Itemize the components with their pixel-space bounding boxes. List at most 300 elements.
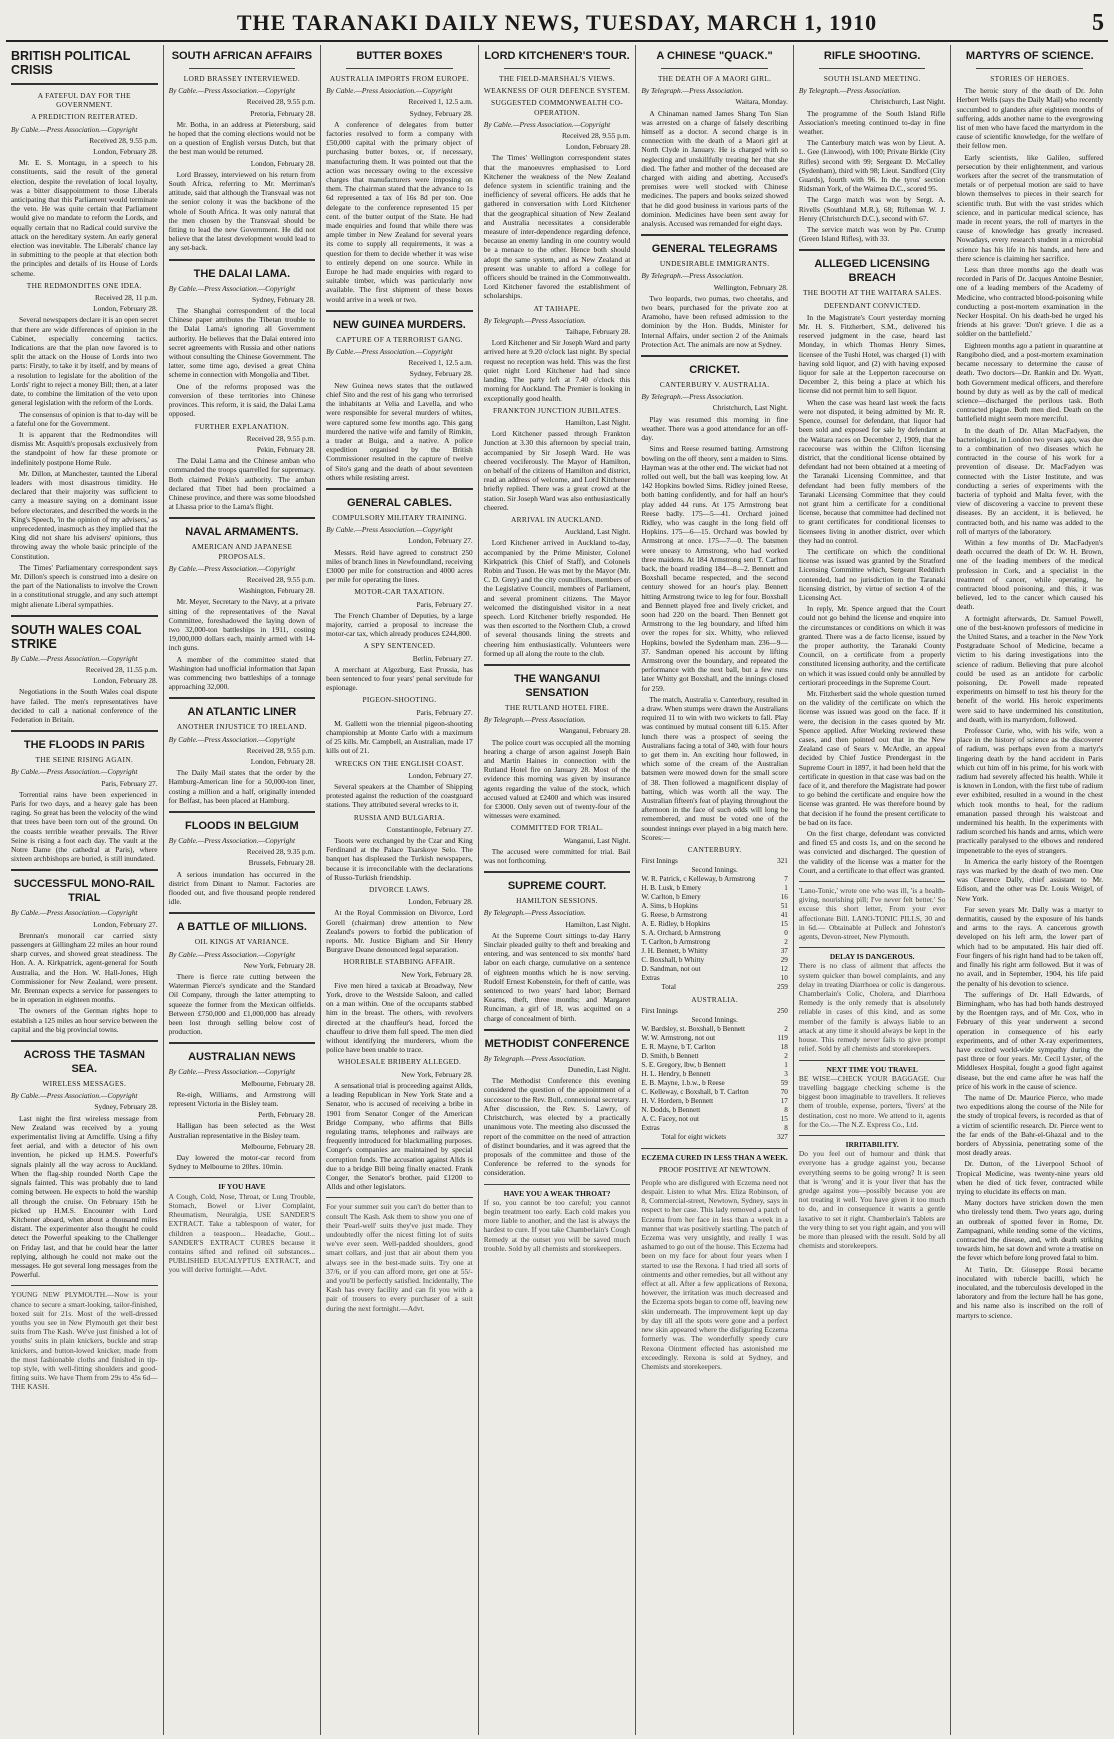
subheading: HAMILTON SESSIONS. <box>516 896 598 906</box>
headline: SUPREME COURT. <box>507 880 607 893</box>
paragraph: Several newspapers declare it is an open secret that there are wide differences of opinion in the Cabinet, especially concerning tactics. Indications are that the plan now favored is to split the attack on the House of Lords into two parts: Firstly, to take it by itself, and by means of a resolution to legislate for the abolition of the Lords' right to reject a money Bill; then, at a later date, to combine the limitation of the veto upon general legislation with the reform of the Lords. <box>11 315 158 408</box>
scorecard-heading: CANTERBURY. <box>687 845 742 855</box>
table-row <box>641 956 788 965</box>
paragraph: At Turin, Dr. Giuseppe Rossi became inoculated with tubercle bacilli, which he inoculated, and the tuberculosis developed in the laboratory and from the lecture hall he has gone, and his name also is inscribed on the roll of martyrs to science. <box>956 1264 1104 1320</box>
subheading: FRANKTON JUNCTION JUBILATES. <box>493 405 621 415</box>
subheading: MOTOR-CAR TAXATION. <box>354 587 445 597</box>
headline: BUTTER BOXES <box>356 50 443 62</box>
paragraph: In the death of Dr. Allan MacFadyen, the bacteriologist, in London two years ago, was due to a combination of two diseases which he contracted in the course of his work for a prevention of disease. Dr. MacFadyen was connected with the Lister Institute, and was conducting a series of experiments with the bacteria of typhoid and Malta fever, with the view of discovering a vaccine to prevent these diseases. By an accident, it is believed, he contracted both, and his name was added to the roll of martyrs of the laboratory. <box>956 425 1104 536</box>
advertisement-text: If so, you cannot be too careful; you cannot begin treatment too early. Each cold makes you more liable to another, and the last is always the hardest to cure. If you take Chamberlain's Cough Remedy at the outset you will be saved much trouble. Sold by all chemists and storekeepers. <box>483 1197 631 1253</box>
innings-label: First Innings <box>641 1007 678 1016</box>
columns <box>6 45 1108 1735</box>
paragraph: The heroic story of the death of Dr. John Herbert Wells (says the Daily Mail) who recently succumbed to glanders after eighteen months of suffering, adds another name to the evergrowing list of men who have faced the martyrdom in the cause of scientific knowledge, for the welfare of their fellow men. <box>956 86 1104 151</box>
paragraph: A sensational trial is proceeding against Allds, a leading Republican in New York State and a Senator, who is accused of receiving a bribe in 1901 from Senator Conger of the American Bridge Company, who affirms that Bills regulating trams, telephones and railways are frequently introduced for blackmailing purposes. Conger's companies are maintained by special corruption funds. The accusation against Allds is due to a bridge Bill being finally enacted. Frank Conger, the Senator's brother, paid £1200 to Allds and other legislators. <box>326 1080 473 1192</box>
divider <box>641 355 788 357</box>
dateline: Washington, February 28. <box>238 586 316 596</box>
credit-line: By Cable.—Press Association.—Copyright <box>326 525 453 535</box>
paragraph: In the Magistrate's Court yesterday morning Mr. H. S. Fitzherbert, S.M., delivered his reserved judgment in the case, heard last Monday, in which Thomas Henry Simes, licensee of the Tushi Hotel, was charged (1) with having sold liquor, and (2) with having exposed liquor for sale at the Lepperton racecourse on December 2, this being a place at which his license did not permit him to sell liquor. <box>798 312 946 396</box>
table-row <box>641 893 788 902</box>
total-label: Total <box>661 983 676 992</box>
headline: FLOODS IN BELGIUM <box>185 820 299 832</box>
paragraph: In reply, Mr. Spence argued that the Court could not go behind the license and enquire into the circumstances or conditions on which it was granted. There was a de facto license, issued by the proper authority, the Taranaki County Council, on a certificate from a properly constituted licensing authority, and the certificate on which it was issued could only be annulled by certiorari proceedings in the Supreme Court. <box>798 604 946 687</box>
dateline: Christchurch, Last Night. <box>870 97 946 107</box>
innings-label: First Innings <box>641 857 678 866</box>
paragraph: The accused were committed for trial. Bail was not forthcoming. <box>483 846 631 866</box>
received-line: Received 28, 9.55 p.m. <box>246 745 316 755</box>
dateline: Constantinople, February 27. <box>386 824 473 834</box>
advertisement <box>799 881 946 941</box>
headline: SOUTH AFRICAN AFFAIRS <box>171 50 313 62</box>
paragraph: The sufferings of Dr. Hall Edwards, of Birmingham, who has had both hands destroyed by the Roentgen rays, and of Mr. Cox, who in February of this year underwent a second operation in consequence of his early experiments, and of other X-ray experimenters, have excited world-wide sympathy during the past three or four years. Mr. Cecil Lyster, of the Middlesex Hospital, fought a good fight against disease, but the end came after he was half the price of his work in the cause of science. <box>956 989 1104 1091</box>
advertisement-text: BE WISE—CHECK YOUR BAGGAGE. Our travelling baggage checking scheme is the biggest boon imaginable to travellers. It relieves them of trouble, expense, porters, 'fivers' at the destination, cost no more. We attend to it, agents for the Co.—The N.Z. Express Co., Ltd. <box>798 1073 946 1129</box>
headline: SOUTH WALES COAL STRIKE <box>11 622 142 651</box>
divider <box>484 664 631 666</box>
subheading: A FATEFUL DAY FOR THE GOVERNMENT. <box>37 91 131 110</box>
table-row <box>641 1034 788 1043</box>
masthead <box>6 6 1108 42</box>
divider <box>169 259 316 261</box>
credit-line: By Cable.—Press Association.—Copyright <box>168 1067 296 1077</box>
table-row <box>641 920 788 929</box>
headline: AUSTRALIAN NEWS <box>188 1051 296 1064</box>
paragraph: Five men hired a taxicab at Broadway, New York, drove to the Westside Saloon, and called on a man within. One of the occupants stabbed him in the breast. The others, with revolvers directed at the chauffeur's head, forced the chauffeur to drive them full speed. The men died without identifying the murderers, whom the police have been unable to trace. <box>326 980 473 1055</box>
paragraph: The Dalai Lama and the Chinese amban who commanded the troops quarrelled for supremacy. Both claimed Pekin's authority. The amban declared that Tibet had been proclaimed a Chinese province, and there was some bloodshed at Lhassa prior to the Lama's flight. <box>168 456 316 512</box>
divider <box>11 869 158 871</box>
dateline: London, February 27. <box>408 536 473 546</box>
dateline: Dunedin, Last Night. <box>567 1065 631 1075</box>
headline: GENERAL CABLES. <box>346 496 452 509</box>
dateline: Paris, February 27. <box>416 599 473 609</box>
column-7 <box>951 45 1108 1735</box>
batsman: H. V. Hordern, b Bennett <box>641 1097 714 1106</box>
batsman: A. E. Ridley, b Hopkins <box>641 920 711 929</box>
batsman: J. H. Bennett, b Whitty <box>641 947 708 956</box>
runs: 70 <box>780 1088 788 1097</box>
paragraph: Messrs. Reid have agreed to construct 250 miles of branch lines in Newfoundland, receiving £3000 per mile for construction and 4000 acres per mile for operating the lines. <box>326 547 473 585</box>
advertisement-heading: DELAY IS DANGEROUS. <box>829 952 915 962</box>
canterbury-scorecard <box>641 857 788 992</box>
dateline: London, February 28. <box>565 142 631 152</box>
credit-line: By Telegraph.—Press Association. <box>483 1053 586 1063</box>
total-value: 259 <box>777 983 788 992</box>
headline: METHODIST CONFERENCE <box>484 1037 630 1050</box>
runs: 2 <box>784 1052 788 1061</box>
runs: 8 <box>784 1106 788 1115</box>
paragraph: For seven years Mr. Dally was a martyr to dermatitis, caused by the exposure of his hands and arms to the rays. A cancerous growth developed on his left arm, the lower part of which had to be amputated. His hair died off. Four fingers of his right hand had to be taken off, and finally his right arm followed. But it was of no avail, and in September, 1904, his life paid the penalty of his devotion to science. <box>956 904 1104 988</box>
received-line: Received 1, 12.5 a.m. <box>408 97 473 107</box>
dateline: Melbourne, February 28. <box>241 1078 316 1088</box>
paragraph: On the first charge, defendant was convicted and fined £5 and costs 1s, and on the second he was convicted and discharged. The question of the validity of the license was a matter for the Court, and a certificate to that effect was granted. <box>798 829 946 875</box>
runs: 8 <box>784 1124 788 1133</box>
table-row <box>641 1070 788 1079</box>
paragraph: Sims and Reese resumed batting. Armstrong bowling on the off theory, sent a maiden to Sims. Hayman was at the other end. The wicket had not rolled out well, but the ball was keeping low. At 142 Hopkins bowled Sims. Ridley joined Reese, both batting confidently, and for half an hour's play added 44 runs. At 175 Armstrong beat Reese badly. 175—5—41. Orchard joined Ridley, who was caught in the long field off Hopkins. 175—6—15. Orchard was bowled by Armstrong at once. 175—7—0. The batsmen were uneasy to Armstrong, who had worked three maidens. At 184 Armstrong sent T. Carlton back, the board reading 184—8—2. Bennett and Boxshall became respected, and the second century showed for an hour's play. Bennett hitting Armstrong twice to leg for four. Boxshall and Bennett played free and lively cricket, and soon had 220 on the board. Then Bennett got Armstrong to the leg boundary, and lifted him over the ropes for six. Whitty, who relieved Hopkins, bowled the Sydenham man. 236—9—37. Sandman opened his account by lifting Armstrong over the boundary, and repeated the performance with the next ball, but a few runs later Whitty got Boxshall, and the innings closed for 259. <box>641 444 788 693</box>
paragraph: Mr. Botha, in an address at Pietersburg, said he hoped that the coming elections would not be on a question of English versus Dutch, but that the best man would be returned. <box>168 119 316 157</box>
divider <box>189 68 296 69</box>
divider <box>819 68 926 69</box>
paragraph: At the Royal Commission on Divorce, Lord Gorell (chairman) drew attention to New Zealand's powers to forbid the publication of reports. Mr. Justice Bigham and Sir Henry Burgrave Deane denounced legal separation. <box>326 908 473 955</box>
headline: SUCCESSFUL MONO-RAIL TRIAL <box>13 878 155 905</box>
page-number: 5 <box>1092 10 1104 36</box>
batsman: C. Kelleway, c Boxshall, b T. Carlton <box>641 1088 749 1097</box>
paragraph: New Guinea news states that the outlawed chief Sito and the rest of his gang who terrorised the inhabitants at Velia and Lavella, and who were responsible for several murders of whites, were captured some few months ago. This gang murdered the native wife and family of Rimkin, a trader at Buiga, and a native. A police expedition organised by the British Commissioner resulted in the capture of twelve of Sito's gang and the death of about seventeen others while resisting arrest. <box>326 380 473 482</box>
credit-line: By Cable.—Press Association.—Copyright <box>326 86 453 96</box>
paragraph: The service match was won by Pte. Crump (Green Island Rifles), with 33. <box>798 225 946 244</box>
advertisement-text: For your summer suit you can't do better than to consult The Kash. Ask them to show you one of their 'Pearl-well' suits they've just made. They undoubtedly offer the nicest fitting lot of suits we've ever seen. Well-padded shoulders, good smart collars, and just that air about them you always see in the best-made suits. Try one at 37/6, or if you can afford more, get one at 55/- and you'll be perfectly satisfied. Incidentally, The Kash has every facility and can fit you with a pair of trousers to every purchaser of a suit during the next fortnight.—Advt. <box>326 1202 473 1313</box>
table-row <box>641 1061 788 1070</box>
advertisement <box>641 1148 788 1371</box>
dateline: Sydney, February 28. <box>252 294 316 304</box>
paragraph: The certificate on which the conditional license was issued was granted by the Stratford Licensing Committee which, Sergeant Redditch contended, had no jurisdiction in the Taranaki licensing district, by virtue of section 4 of the Licensing Act. <box>798 546 946 602</box>
headline: ALLEGED LICENSING BREACH <box>814 258 930 285</box>
runs: 17 <box>780 1097 788 1106</box>
credit-line: By Cable.—Press Association.—Copyright <box>168 836 296 845</box>
paragraph: The Times' Wellington correspondent states that the manoeuvres emphasised to Lord Kitchener the weakness of the New Zealand defence system in scientific training and the inefficiency of several officers. He adds that he gathered in conversation with Lord Kitchener that the geographical situation of New Zealand and Australia necessitates a considerable measure of inter-dependence regarding defence, because an enemy landing in one country would be a menace to the other. Hence both should adopt the same system, and as New Zealand at present was unable to afford a college for officers should be trained in the Commonwealth. Lord Kitchener favored the establishment of scholarships. <box>483 153 631 301</box>
column-3 <box>321 45 479 1735</box>
table-row <box>641 1124 788 1133</box>
headline: NEW GUINEA MURDERS. <box>333 318 466 331</box>
subheading: THE DEATH OF A MAORI GIRL. <box>657 74 772 83</box>
credit-line: By Cable.—Press Association.—Copyright <box>11 124 138 134</box>
paragraph: At the Supreme Court sittings to-day Harry Sinclair pleaded guilty to theft and breaking and entering, and was sentenced to six months' hard labor on each charge, cumulative on a sentence of eighteen months which he is now serving. Rudolf Ernest Kobenstein, for theft of cattle, was sentenced to two years' hard labor; Bernard Kearns, theft, three months; and Margaret Runciman, a girl of 18, was acquitted on a charge of concealment of birth. <box>483 930 631 1023</box>
headline: RIFLE SHOOTING. <box>823 50 921 62</box>
divider <box>11 1040 158 1042</box>
dateline: London, February 28. <box>250 756 316 766</box>
advertisement <box>484 1184 631 1253</box>
advertisement-text: 'Lano-Tonic,' wrote one who was ill, 'is a health-giving, nourishing pill; I've never felt better.' So excuse this short letter, From your ever affectionate Bill. LANO-TONIC PILLS, 30 and in 6d.— Obtainable at Pulleck and Johnston's agents, Devon-street, New Plymouth. <box>798 886 946 942</box>
column-1 <box>6 45 164 1735</box>
subheading: WIRELESS MESSAGES. <box>42 1079 127 1089</box>
subheading: RUSSIA AND BULGARIA. <box>353 812 446 822</box>
runs: 18 <box>780 1043 788 1052</box>
advertisement-heading: NEXT TIME YOU TRAVEL <box>826 1064 918 1074</box>
table-row <box>641 938 788 947</box>
subheading: AT TAIHAPE. <box>533 303 581 313</box>
paragraph: Mr. Dillon, at Manchester, taunted the Liberal leaders with most disastrous timidity. He declared that their majority was sufficient to carry a measure saying on a dominant issue before electorates, and described the words in the King's Speech, 'in the opinion of my advisers,' as unprecedented, inasmuch as they implied that the King did not share his advisers' opinions, thus throwing away the whole basic principle of the Constitution. <box>11 468 158 561</box>
batsman: W. W. Armstrong, not out <box>641 1034 716 1043</box>
batsman: S. A. Orchard, b Armstrong <box>641 929 721 938</box>
divider <box>169 697 316 699</box>
dateline: New York, February 28. <box>243 960 316 970</box>
dateline: London, February 28. <box>93 304 158 314</box>
dateline: London, February 27. <box>408 770 473 780</box>
paragraph: Halligan has been selected as the West Australian representative in the Bisley team. <box>168 1121 316 1140</box>
column-2 <box>164 45 322 1735</box>
batsman: E. R. Mayne, b T. Carlton <box>641 1043 716 1052</box>
table-row <box>641 1007 788 1016</box>
paragraph: A Chinaman named James Shang Ton Sian was arrested on a charge of falsely describing himself as a doctor. A second charge is in connection with the death of a Maori girl at North Clyde in January. He is charged with so neglecting and unskillfully treating her that she died. The father and mother of the deceased are charged with aiding and abetting. Accused's premises were well stocked with Chinese medicines. The papers and books seized showed that he did good business in various parts of the dominion. Medicines have been sent away for analysis. Accused was remanded for eight days. <box>641 108 788 229</box>
advertisement <box>799 1060 946 1129</box>
runs: 3 <box>784 1070 788 1079</box>
runs: 10 <box>780 974 788 983</box>
divider <box>11 615 158 617</box>
credit-line: By Cable.—Press Association.—Copyright <box>11 767 138 777</box>
dateline: Paris, February 27. <box>416 707 473 717</box>
table-row <box>641 929 788 938</box>
divider <box>346 68 453 69</box>
subheading: WEAKNESS OF OUR DEFENCE SYSTEM. <box>483 86 631 96</box>
paragraph: Re-eigh, Williams, and Armstrong will represent Victoria in the Bisley team. <box>168 1089 316 1109</box>
table-row <box>641 1043 788 1052</box>
paragraph: It is apparent that the Redmondites will dismiss Mr. Asquith's proposals exclusively from the standpoint of how far these promote or indefinitely postpone Home Rule. <box>11 429 158 467</box>
subheading: ANOTHER INJUSTICE TO IRELAND. <box>176 722 307 732</box>
table-row <box>641 1052 788 1061</box>
total-value: 327 <box>777 1133 788 1142</box>
paragraph: The Shanghai correspondent of the local Chinese paper attributes the Tibetan trouble to the Dalai Lama's ignoring all Government authority. He believes that the Dalai entered into secret agreements with Russia and other nations without consulting the Chinese Government. The latter, some time ago, devised a great China scheme in connection with Mongolia and Tibet. <box>168 306 316 380</box>
column-6 <box>794 45 952 1735</box>
batsman: A. C. Facey, not out <box>641 1115 699 1124</box>
divider <box>169 517 316 519</box>
runs: 37 <box>780 947 788 956</box>
dateline: Pekin, February 28. <box>256 444 316 454</box>
headline: LORD KITCHENER'S TOUR. <box>484 50 630 62</box>
subheading: THE FIELD-MARSHAL'S VIEWS. <box>499 74 615 83</box>
subheading: FURTHER EXPLANATION. <box>194 421 289 431</box>
table-row <box>641 1106 788 1115</box>
innings-total: 321 <box>777 857 788 866</box>
dateline: Christchurch, Last Night. <box>712 403 788 413</box>
table-row <box>641 1133 788 1142</box>
credit-line: By Cable.—Press Association.—Copyright <box>483 119 611 129</box>
paragraph: Early scientists, like Galileo, suffered persecution by their enlightenment, and various workers after the secret of the transmutation of metals or of perpetual motion are said to have blown themselves to pieces in their search for scientific truth. But with the vast strides which science, and in particular medical science, has made in recent years, the roll of martyrs in the cause of knowledge has greatly increased. Nowadays, every research student in a microbial science has his life in his hands, and here and there science is claiming her sacrifice. <box>956 152 1104 263</box>
paragraph: Many doctors have stricken down the men who tirelessly tend them. Two years ago, during an outbreak of spotted fever in Rome, Dr. Zampagnani, while tending some of the victims, contracted the disease, and, with death striking towards him, he sat down and wrote a treatise on the fever which before long proved fatal to him. <box>956 1198 1104 1263</box>
batsman: G. Reese, b Armstrong <box>641 911 707 920</box>
runs: 15 <box>780 920 788 929</box>
paragraph: A serious inundation has occurred in the district from Dinant to Namur. Factories are flooded out, and five thousand people rendered idle. <box>168 869 316 907</box>
runs: 15 <box>780 1115 788 1124</box>
subheading: STORIES OF HEROES. <box>990 74 1070 83</box>
paragraph: The police court was occupied all the morning hearing a charge of arson against Joseph Bain and Martin Haines in connection with the Rutland Hotel fire on January 28. Most of the evidence this morning was given by insurance agents regarding the value of the stock, which accused valued at £2400 and which was insured for £3000. Only seven out of twenty-four of the witnesses were examined. <box>483 737 631 821</box>
batsman: W. Carlton, b Emery <box>641 893 701 902</box>
batsman: N. Dodds, b Bennett <box>641 1106 701 1115</box>
advertisement <box>799 1135 946 1250</box>
runs: 2 <box>784 1025 788 1034</box>
dateline: London, February 28. <box>93 676 158 686</box>
paragraph: Negotiations in the South Wales coal dispute have failed. The men's representatives have decided to call a national conference of the Federation in Britain. <box>11 687 158 724</box>
advertisement-heading: IRRITABILITY. <box>845 1139 899 1149</box>
column-4 <box>479 45 637 1735</box>
runs: 41 <box>780 911 788 920</box>
table-row <box>641 1115 788 1124</box>
runs: 7 <box>784 875 788 884</box>
paragraph: Lord Kitchener passed through Frankton Junction at 3.30 this afternoon by special train, accompanied by Sir Joseph Ward. He was cheered vociferously. The Mayor of Hamilton, on behalf of the citizens of Hamilton and district, read an address of welcome, and Lord Kitchener briefly replied. There was a great crowd at the station. Sir Joseph Ward was also enthusiastically cheered. <box>483 429 631 512</box>
table-row <box>641 875 788 884</box>
table-row <box>641 983 788 992</box>
dateline: Perth, February 28. <box>258 1110 316 1120</box>
dateline: Berlin, February 27. <box>412 653 473 663</box>
credit-line: By Telegraph.—Press Association. <box>483 715 586 725</box>
paragraph: One of the reforms proposed was the conversion of these territories into Chinese provinces. This reform, it is said, the Dalai Lama opposed. <box>168 381 316 419</box>
runs: 1 <box>784 884 788 893</box>
dateline: Taihape, February 28. <box>565 327 631 337</box>
received-line: Received 28, 9.55 p.m. <box>246 97 316 107</box>
subheading: SUGGESTED COMMONWEALTH CO-OPERATION. <box>491 98 623 117</box>
credit-line: By Telegraph.—Press Association. <box>483 315 586 325</box>
divider <box>641 234 788 236</box>
paragraph: Professor Curie, who, with his wife, won a place in the history of science as the discoverer of radium, was perhaps even from a martyr's lingering death by the hand accident in Paris which cut him off in his prime, for his work with radium had severely affected his health. While it is known in London, with the first tube of radium ever exhibited, resulted in a wound in the chest which took months to heal, for the radium emanation passed through his waistcoat and undermined his health. In the experiments with radium scorched his hands and arms, which were practically paralysed to the elbows and rendered impenetrable to the eyes of strangers. <box>956 726 1104 855</box>
batsman: D. Sandman, not out <box>641 965 701 974</box>
batsman: D. Smith, b Bennett <box>641 1052 699 1061</box>
paragraph: Several speakers at the Chamber of Shipping protested against the reduction of the coastguard stations. They attributed several wrecks to it. <box>326 782 473 810</box>
table-row <box>641 884 788 893</box>
paragraph: The programme of the South Island Rifle Association's meeting continued to-day in fine weather. <box>798 108 946 137</box>
batsman: Extras <box>641 1124 660 1133</box>
batsman: T. Carlton, b Armstrong <box>641 938 711 947</box>
paragraph: The French Chamber of Deputies, by a large majority, carried a proposal to increase the motor-car tax, which already produces £244,800. <box>326 610 473 639</box>
dateline: London, February 28. <box>93 147 158 157</box>
dateline: Sydney, February 28. <box>409 369 473 379</box>
paragraph: Brennan's monorail car carried sixty passengers at Gillingham 22 miles an hour round sharp curves, and showed great steadiness. The Hon. A. A. Kirkpatrick, agent-general for South Australia, and the Hon. W. Hall-Jones, High Commissioner for New Zealand, were present. Mr. Brennan expects a service for passengers to be in operation in eighteen months. <box>11 930 158 1005</box>
batsman: A. Sims, b Hopkins <box>641 902 698 911</box>
paragraph: The name of Dr. Maurice Pierce, who made two expeditions along the course of the Nile for the study of tropical fevers, is recorded as that of a victim of scientific research. Dr. Pierce went to the far ends of the Bahr-el-Ghazal and to the borders of Abyssinia, penetrating some of the most deadly areas. <box>956 1092 1104 1158</box>
batsman: H. L. Hendry, b Bennett <box>641 1070 711 1079</box>
dateline: Waitara, Monday. <box>735 97 788 107</box>
headline: GENERAL TELEGRAMS <box>651 243 778 256</box>
headline: CRICKET. <box>689 364 740 377</box>
subheading: UNDESIRABLE IMMIGRANTS. <box>659 259 770 269</box>
paragraph: The Cargo match was won by Sergt. A. Rivells (Southland M.R.), 68; Rifleman W. J. Henry (Christchurch D.C.), second with 67. <box>798 195 946 223</box>
subheading: THE REDMONDITES ONE IDEA. <box>26 280 142 290</box>
batsman: W. Bardsley, st. Boxshall, b Bennett <box>641 1025 745 1034</box>
credit-line: By Cable.—Press Association.—Copyright <box>168 283 296 293</box>
dateline: Sydney, February 28. <box>94 1102 158 1112</box>
headline: ACROSS THE TASMAN SEA. <box>23 1049 145 1076</box>
paragraph: A fortnight afterwards, Dr. Samuel Powell, one of the best-known professors of medicine in the United States, and a teacher in the New York Postgraduate School of Medicine, became a victim to his daring investigations into the science of radium. Believing that pure alcohol could be used as an antidote for carbolic poisoning, Dr. Powell made repeated experiments on himself to test his theory for the benefit of the world. His heroic experiments were said to have undermined his constitution, and death, with its martyrdom, followed. <box>956 613 1104 724</box>
advertisement-text: A Cough, Cold, Nose, Throat, or Lung Trouble, Stomach, Bowel or Liver Complaint, Rheumatism, Neuralgia, USE SANDER'S EXTRACT. Take a tablespoon of water, for children a teaspoon... Headache, Gout... SANDER'S EXTRACT CURES because it contains sifted and refined oil substances... PUBLISHED EUCALYPTUS EXTRACT, and you will derive fortnight.—Advt. <box>168 1191 316 1275</box>
credit-line: By Cable.—Press Association.—Copyright <box>168 734 296 744</box>
dateline: Wanganui, Last Night. <box>563 835 631 845</box>
paragraph: Mr. E. S. Montagu, in a speech to his constituents, said the result of the general election, despite the revelation of local loyalty, was a bitter disappointment to those Liberals anticipating that this Parliament would terminate the veto. He was quite certain that Parliament would give no mandate to reform the Lords, and equally certain that no Radical could survive the attack on the hereditary system. An early general election was inevitable. The Liberals' chance lay in submitting to the people at that election both the principles and details of its House of Lords scheme. <box>11 158 158 278</box>
subheading: DIVORCE LAWS. <box>369 885 430 895</box>
dateline: London, February 27. <box>93 919 158 929</box>
dateline: London, February 28. <box>408 897 473 907</box>
runs: 51 <box>780 902 788 911</box>
batsman: H. B. Lusk, b Emery <box>641 884 702 893</box>
divider <box>11 730 158 732</box>
paragraph: Lord Brassey, interviewed on his return from South Africa, referring to Mr. Merriman's attitude, said that although the Transvaal was not the senior colony it was the backbone of the whole of South Africa. It was only natural that the men chosen by the Transvaal should be fitting to lead the new Government. He did not believe that the latest development would lead to any set-back. <box>168 169 316 253</box>
table-row <box>641 1097 788 1106</box>
runs: 0 <box>784 929 788 938</box>
newspaper-title: THE TARANAKI DAILY NEWS, TUESDAY, MARCH 1, 1910 <box>236 10 878 35</box>
subheading: AMERICAN AND JAPANESE PROPOSALS. <box>191 542 293 561</box>
headline: MARTYRS OF SCIENCE. <box>965 50 1094 62</box>
headline: THE FLOODS IN PARIS <box>23 739 145 752</box>
paragraph: The Methodist Conference this evening considered the question of the appointment of a successor to the Rev. Bull, connexional secretary. After discussion, the Rev. S. Lawry, of Christchurch, was elected by a practically unanimous vote. The meeting also discussed the report of the committee on the need of attraction of distinct boundaries, and it was agreed that the proposals of the committee and those of the Conference be referred to the synods for consideration. <box>483 1076 631 1178</box>
runs: 2 <box>784 938 788 947</box>
advertisement <box>799 947 946 1053</box>
advertisement-text: YOUNG NEW PLYMOUTH.—Now is your chance to secure a smart-looking, tailor-finished, boxed suit for 21s. Most of the well-dressed youths you see in New Plymouth get their best suits from The Kash. We've just finished a lot of youths' suits in plain knickers, buckle and strap knickers, and button-lowed knicker, made from the most fashionable cloths and finished in tip-top style, with well-fitting shoulders and good-fitting suits. We have Them from 29s to 45s 6d—THE KASH. <box>11 1290 158 1392</box>
received-line: Received 1, 12.5 a.m. <box>408 358 473 368</box>
subheading: WHOLESALE BRIBERY ALLEGED. <box>337 1057 462 1067</box>
paragraph: Lord Kitchener and Sir Joseph Ward and party arrived here at 9.20 o'clock last night. By special request no reception was held. This was the first quiet night Lord Kitchener had had since landing. The party left at 7.40 o'clock this morning for Auckland. The Premier is looking in exceptionally good health. <box>483 338 631 403</box>
scorecard-heading: AUSTRALIA. <box>691 995 738 1005</box>
paragraph: Tsoots were exchanged by the Czar and King Ferdinand at the Palace Tsarskoye Selo. The banquet has displeased the Turkish newspapers, because it is irreconcilable with the declarations of Russo-Turkish friendship. <box>326 836 473 882</box>
paragraph: Mr. Fitzherbert said the whole question turned on the validity of the certificate on which the license was issued was good on the face. If it were, the decision in the cases quoted by Mr. Spence applied. After Working reviewed these cases, and then pointed out that in the New Zealand case of Sears v. McArdle, an appeal decided by Chief Justice Prendergast in the Supreme Court in 1897, it had been held that the certificate in question in that case was bad on the face of it, and therefore the Magistrate had power to go behind the certificate and enquire how the license was granted. He was therefore bound by that decision if he found the present certificate to be bad on its face. <box>798 688 946 827</box>
received-line: Received 28, 9.55 p.m. <box>246 433 316 443</box>
paragraph: The owners of the German rights hope to establish a 125 miles an hour service between the capital and the big provincial towns. <box>11 1006 158 1034</box>
table-row <box>641 1016 788 1025</box>
runs: 16 <box>780 893 788 902</box>
received-line: Received 28, 11.55 p.m. <box>85 664 158 674</box>
advertisement <box>169 1177 316 1274</box>
credit-line: By Cable.—Press Association.—Copyright <box>168 86 296 96</box>
runs: 119 <box>777 1034 788 1043</box>
dateline: Hamilton, Last Night. <box>565 919 631 929</box>
subheading: SOUTH ISLAND MEETING. <box>823 74 921 83</box>
batsman: W. R. Patrick, c Kelleway, b Armstrong <box>641 875 756 884</box>
subheading: COMMITTED FOR TRIAL. <box>510 823 604 833</box>
paragraph: Lord Kitchener arrived in Auckland to-day, accompanied by the Prime Minister, Colonel Kirkpatrick (his Chief of Staff), and Colonels Robin and Tuson. He was met by the Mayor (Mr. C. D. Grey) and the city councillors, members of the Legislative Council, members of Parliament, and several prominent citizens. The Mayor welcomed the distinguished visitor in a neat speech. Lord Kitchener briefly responded. He was then escorted to the Northern Club, a crowd of several thousands lining the streets and cheering him enthusiastically. Volunteers were formed up all along the route to the club. <box>483 538 631 658</box>
subheading: A SPY SENTENCED. <box>363 641 436 651</box>
received-line: Received 28, 9.55 p.m. <box>89 135 158 145</box>
total-label: Total for eight wickets <box>661 1133 727 1142</box>
credit-line: By Cable.—Press Association.—Copyright <box>326 347 453 357</box>
dateline: New York, February 28. <box>401 1069 473 1079</box>
credit-line: By Cable.—Press Association.—Copyright <box>11 653 138 663</box>
australia-scorecard <box>641 1007 788 1142</box>
paragraph: When the case was heard last week the facts were not disputed, it being admitted by Mr. R. Spence, counsel for defendant, that liquor had been sold and exposed for sale by defendant at the Waitara races on December 2, 1909, that the racecourse was within the Clifton licensing district, that the conditional license obtained by defendant had not been obtained at a meeting of the Taranaki Licensing Committee, and that defendant had been fully members of the Taranaki Licensing Committee that they could not grant him a certificate for a conditional license, because that committee had declined not to grant certificates for conditional licenses to licensees living in another district, over which they had no control. <box>798 397 946 545</box>
credit-line: By Cable.—Press Association.—Copyright <box>11 1091 138 1101</box>
paragraph: Last night the first wireless message from New Zealand was received by a young experimentalist living at Arncliffe. Using a fifty feet aerial, and with a detector of his own invention, he picked up H.M.S. Powerful's signals plainly all the way across to Auckland. When the flag-ship rounded North Cape the signals fainted. This was probably due to land coming between. He expects to hold the warship all through the cruise. On February 15th he picked up H.M.S. Encounter with Lord Kitchener aboard, when about a thousand miles distant. The experimenter also thought he could detect the Powerful speaking to the Challenger on Friday last, and that he could hear the latter replying, although he could not make out the messages. He got several long messages from the Powerful. <box>11 1113 158 1280</box>
dateline: New York, February 28. <box>401 969 473 979</box>
headline: THE DALAI LAMA. <box>193 267 291 280</box>
advertisement-subheading: PROOF POSITIVE AT NEWTOWN. <box>658 1164 771 1174</box>
headline: A CHINESE "QUACK." <box>656 50 773 62</box>
divider <box>11 83 158 85</box>
headline: NAVAL ARMAMENTS. <box>185 526 299 539</box>
advertisement-text: There is no class of ailment that affects the system quicker than bowel complaints, and any delay in treating Diarrhoea or colic is dangerous. Chamberlain's Colic, Cholera, and Diarrhoea Remedy is the only remedy that is absolutely reliable in cases of this kind, and as some member of the family is always liable to an attack at any time it should always be kept in the house. This remedy never fails to give prompt relief. Sold by all chemists and storekeepers. <box>798 961 946 1054</box>
table-row <box>641 974 788 983</box>
subheading: THE RUTLAND HOTEL FIRE. <box>505 702 609 712</box>
innings-label: Second Innings. <box>691 1016 738 1025</box>
table-row <box>641 965 788 974</box>
dateline: Paris, February 27. <box>101 778 158 788</box>
paragraph: Within a few months of Dr. MacFadyen's death occurred the death of Dr. W. H. Brown, one of the leading members of the medical profession in Cork, and a specialist in the treatment of cancer, while operating, he contracted blood poisoning, and this, it was believed, led to the cancer which caused his death. <box>956 537 1104 612</box>
divider <box>976 68 1083 69</box>
subheading: WRECKS ON THE ENGLISH COAST. <box>335 758 464 768</box>
advertisement-heading: IF YOU HAVE <box>218 1182 266 1192</box>
table-row <box>641 866 788 875</box>
table-row <box>641 947 788 956</box>
paragraph: Less than three months ago the death was recorded in Paris of Dr. Jacques Antoine Besnier, one of a leading members of the Academy of Medicine, who contracted blood-poisoning while conducting a post-mortem examination in the Necker Hospital. On his death-bed he urged his friends at his grave: 'Don't grieve. I die as a soldier on the battlefield.' <box>956 265 1104 339</box>
innings-total: 250 <box>777 1007 788 1016</box>
paragraph: The Daily Mail states that the order by the Hamburg-American line for a 50,000-ton liner, costing a million and a half, originally intended for Belfast, has been placed at Hamburg. <box>168 768 316 805</box>
subheading: THE SEINE RISING AGAIN. <box>35 755 134 765</box>
advertisement-heading: ECZEMA CURED IN LESS THAN A WEEK. <box>641 1153 788 1163</box>
paragraph: Play was resumed this morning in fine weather. There was a good attendance for an off-day. <box>641 414 788 443</box>
headline: BRITISH POLITICAL CRISIS <box>11 49 131 77</box>
paragraph: The Times' Parliamentary correspondent says Mr. Dillon's speech is construed into a desire on the part of the Nationalists to involve the Crown in a constitutional struggle, and any such attempt might alienate Liberal sympathies. <box>11 562 158 609</box>
subheading: LORD BRASSEY INTERVIEWED. <box>183 74 301 83</box>
table-row <box>641 857 788 866</box>
dateline: Hamilton, Last Night. <box>565 417 631 427</box>
subheading: ARRIVAL IN AUCKLAND. <box>511 514 604 524</box>
paragraph: M. Galletti won the triennial pigeon-shooting championship at Monte Carlo with a maximum of 25 kills. Mr. Campbell, an Australian, made 17 kills out of 21. <box>326 718 473 756</box>
divider <box>484 1029 631 1031</box>
paragraph: Dr. Dutton, of the Liverpool School of Tropical Medicine, was twenty-nine years old when he died of tick fever, contracted while trying to elucidate its effects on man. <box>956 1159 1104 1196</box>
received-line: Received 28, 9.55 p.m. <box>246 574 316 584</box>
dateline: Wanganui, February 28. <box>559 726 631 736</box>
paragraph: Eighteen months ago a patient in quarantine at Rangiboho died, and a post-mortem examination became necessary to determine the cause of death. Two doctors—Dr. Rankin and Dr. Wyatt, both Government medical officers, and therefore bound by duty as well as by the call of medical science—discharged the perilous task. Both contracted plague. Both men died. Death on the battlefield might seem more merciful. <box>956 340 1104 424</box>
divider <box>169 912 316 914</box>
credit-line: By Cable.—Press Association.—Copyright <box>11 908 138 918</box>
paragraph: A conference of delegates from butter factories resolved to form a company with £50,000 capital with the primary object of purchasing butter boxes, or, if necessary, manufacturing them. It was pointed out that the action was necessary owing to the excessive charges that manufacturers were imposing on them. The chairman stated that the advance to 1s 6d represented a tax of 16s 8d per ton. One delegate to the conference represented 15 per cent. of the butter output of the State. He had made enquiries and found that while there was ample timber in New Zealand for several years its come to supply all requirements, it was a question for them to decide whether it was wise to entirely depend on one source. While in Europe he had made enquiries with regard to suitable timber, which was particularly now available. The first shipment of these boxes would arrive in a week or two. <box>326 119 473 304</box>
subheading: HORRIBLE STABBING AFFAIR. <box>343 957 456 967</box>
credit-line: By Telegraph.—Press Association. <box>483 908 586 918</box>
runs: 29 <box>780 956 788 965</box>
paragraph: The Canterbury match was won by Lieut. A. L. Gee (Linwood), with 100; Private Birkle (City Rifles) second with 99; Sergeant D. McCalley (Sydenham), third with 98; Lieut. Sandford (City Guards), fourth with 96. In the tyros' section Ridsman York, of the Waimea D.C., scored 95. <box>798 138 946 194</box>
advertisement-heading: HAVE YOU A WEAK THROAT? <box>503 1188 611 1198</box>
dateline: Sydney, February 28. <box>409 108 473 118</box>
